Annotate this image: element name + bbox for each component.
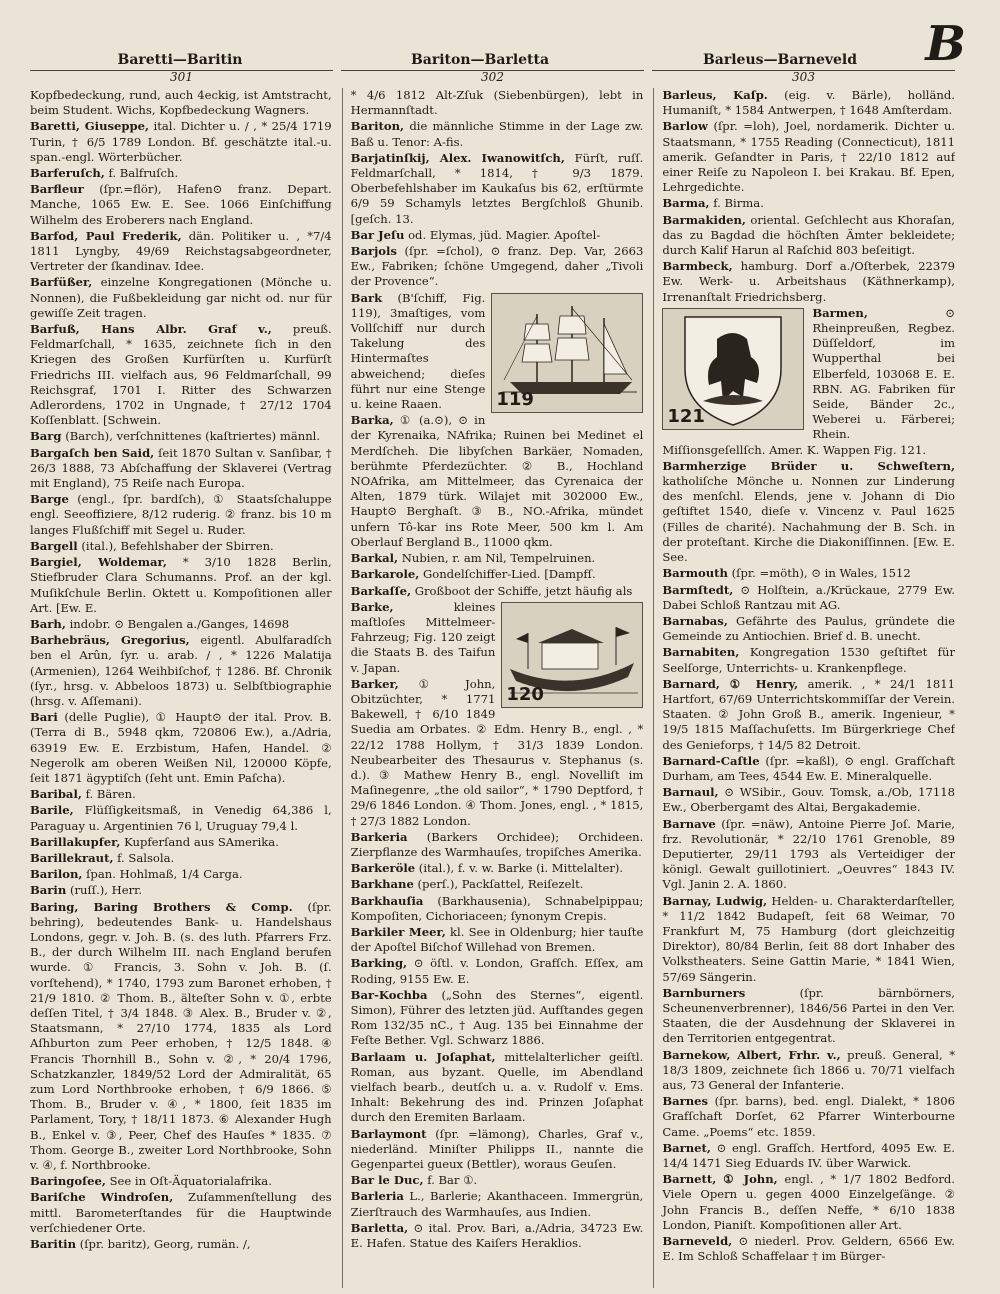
entry-text: (ſpr.=flör), Hafen⊙ franz. Depart. Manche, 1065 Ew. E. See. 1066 Einſchiffung Wilhelm des Eroberers nach England. <box>30 182 332 227</box>
entry-headword: Barnet, <box>662 1140 711 1155</box>
entry-headword: Barleria <box>350 1189 404 1204</box>
entry-headword: Baribal, <box>30 787 82 802</box>
entry-text: (Barch), verſchnittenes (kaſtriertes) männl. <box>65 429 321 444</box>
entry-text: ſpan. Hohlmaß, 1/4 Carga. <box>86 867 243 882</box>
dictionary-entry <box>30 1190 332 1236</box>
entry-headword: Bargell <box>30 538 78 553</box>
dictionary-entry <box>662 894 955 985</box>
entry-headword: Barnabiten, <box>662 645 740 660</box>
entry-text: f. Balfruſch. <box>108 166 179 181</box>
column-3-header: Barleus—Barneveld <box>702 52 858 68</box>
column-3 <box>653 88 955 1288</box>
entry-text: preuß. General, * 18/3 1809, zeichnete ſich 1866 u. 70/71 vielfach aus, 73 General der Infanterie. <box>662 1047 955 1092</box>
dictionary-entry <box>351 1050 644 1126</box>
dictionary-entry <box>662 1048 955 1094</box>
entry-text: (ſpr. =lämong), Charles, Graf v., niederländ. Miniſter Philipps II., nannte die Gegenpartei gueux (Bettler), woraus Geuſen. <box>350 1126 644 1172</box>
dictionary-entry <box>662 614 955 644</box>
entry-text: ⊙ Holſtein, a./Krückaue, 2779 Ew. Dabei Schloß Rantzau mit AG. <box>662 582 955 612</box>
entry-text: (eig. v. Bärle), holländ. Humaniſt, * 1584 Antwerpen, † 1648 Amſterdam. <box>662 88 955 118</box>
dictionary-entry <box>30 787 332 802</box>
entry-text: hamburg. Dorf a./Oſterbek, 22379 Ew. Werk- u. Arbeitshaus (Käthnerkamp), Irrenanſtalt Friedrichsberg. <box>662 259 955 304</box>
dictionary-entry <box>662 88 955 118</box>
dictionary-entry <box>662 785 955 815</box>
dictionary-entry <box>30 166 332 181</box>
entry-headword: Bargaſch ben Said, <box>30 445 155 460</box>
figure-ship-bark <box>491 293 643 413</box>
figure-120-label: 120 <box>506 683 544 705</box>
dictionary-entry <box>351 88 644 118</box>
column-2 <box>342 88 644 1288</box>
dictionary-entry <box>662 817 955 893</box>
entry-text: f. Bären. <box>85 787 136 802</box>
entry-headword: Barfüßer, <box>30 275 93 290</box>
dictionary-entry <box>30 229 332 275</box>
dictionary-entry <box>30 322 332 428</box>
entry-headword: Barnard-Caſtle <box>662 753 760 768</box>
entry-text: od. Elymas, jüd. Magier. Apoſtel- <box>408 227 601 242</box>
dictionary-entry <box>30 119 332 165</box>
entry-text: See in Oſt-Äquatorialafrika. <box>109 1174 272 1189</box>
figure-barmen-coat-of-arms <box>662 308 804 430</box>
dictionary-entry <box>351 1221 644 1251</box>
entry-headword: Barlaymont <box>350 1126 427 1141</box>
entry-text: (Barkers Orchidee); Orchideen. Zierpflanze des Warmhauſes, tropiſches Amerika. <box>350 829 644 859</box>
entry-text: ⊙ WSibir., Gouv. Tomsk, a./Ob, 17118 Ew., Oberbergamt des Altai, Bergakademie. <box>662 785 955 815</box>
column-2-number: 302 <box>341 70 644 84</box>
entry-text: dän. Politiker u. , *7/4 1811 Lyngby, 49/69 Reichstagsabgeordneter, Vertreter der ſkandinav. Idee. <box>30 228 332 274</box>
entry-headword: Baring, Baring Brothers & Comp. <box>30 899 293 914</box>
figure-119-label: 119 <box>496 388 534 410</box>
dictionary-entry <box>351 894 644 924</box>
entry-headword: Barkhauſia <box>350 893 424 908</box>
entry-headword: Barmherzige Brüder u. Schweſtern, <box>662 458 955 473</box>
entry-headword: Barnabas, <box>662 613 728 628</box>
entry-text: oriental. Geſchlecht aus Khoraſan, das zu Bagdad die höchſten Ämter bekleidete; durch Kalif Harun al Raſchid 803 beſeitigt. <box>662 212 955 258</box>
entry-text: (ſpr. =ſchol), ⊙ franz. Dep. Var, 2663 Ew., Fabriken; ſchöne Umgegend, daher „Tivoli der Provence“. <box>350 244 644 289</box>
entry-text: indobr. ⊙ Bengalen a./Ganges, 14698 <box>69 616 290 631</box>
entry-headword: Barnaul, <box>662 785 719 800</box>
entry-headword: Barjols <box>350 244 397 259</box>
figure-121-label: 121 <box>667 405 705 427</box>
entry-headword: Barmen, <box>812 305 868 320</box>
entry-text: ① (a.⊙), ⊙ in der Kyrenaika, NAfrika; Ruinen bei Medinet el Merdſcheh. Die libyſchen Barkäer, Nomaden, berühmte Pferdezüchter. ② B., Hochland NOAfrika, am Mittelmeer, das Cyrenaica der Alten, 1879 türk. Wilajet mit 302000 Ew., Haupt⊙ Berghaſt. ③ B., NO.-Afrika, mündet unfern Tô-kar ins Rote Meer, 500 km l. Am Oberlauf Bergland B., 11000 qkm. <box>350 413 644 549</box>
entry-text: ⊙ Rheinpreußen, Regbez. Düſſeldorf, im Wupperthal bei Elberfeld, 103068 E. E. RBN. AG. Fabriken für Seide, Bänder 2c., Weberei u. Färberei; Rhein. Miſſionsgeſellſch. Amer. K. Wappen Fig. 121. <box>662 305 955 457</box>
entry-headword: Barletta, <box>350 1220 409 1235</box>
column-1-number: 301 <box>30 70 333 84</box>
dictionary-entry <box>30 851 332 866</box>
dictionary-entry <box>351 151 644 227</box>
entry-text: ⊙ öſtl. v. London, Grafſch. Eſſex, am Roding, 9155 Ew. E. <box>350 956 644 986</box>
entry-text: Kopfbedeckung, rund, auch 4eckig, ist Amtstracht, beim Student. Wichs, Kopfbedeckung Wagners. <box>30 88 332 118</box>
entry-headword: Barin <box>30 883 67 898</box>
entry-text: die männliche Stimme in der Lage zw. Baß u. Tenor: A-fis. <box>350 119 644 149</box>
entry-headword: Barnes <box>662 1094 709 1109</box>
entry-headword: Barnekow, Albert, Frhr. v., <box>662 1047 841 1062</box>
entry-text: („Sohn des Sternes“, eigentl. Simon), Führer des letzten jüd. Aufſtandes gegen Rom 132/35 nC., † Aug. 135 bei Einnahme der Feſte Bether. Vgl. Schwarz 1886. <box>350 987 644 1048</box>
entry-text: (ſpr. =loh), Joel, nordamerik. Dichter u. Staatsmann, * 1755 Reading (Connecticut), 1811 amerik. Geſandter in Paris, † 22/10 1812 auf einer Reiſe zu Napoleon I. bei Krakau. Bf. Epen, Lehrgedichte. <box>662 119 955 195</box>
entry-text: (ital.), f. v. w. Barke (i. Mittelalter). <box>418 861 624 876</box>
dictionary-entry <box>351 551 644 566</box>
entry-text: Kupferſand aus SAmerika. <box>124 834 279 849</box>
entry-text: (ſpr. =möth), ⊙ in Wales, 1512 <box>731 566 911 581</box>
entry-text: (ſpr. behring), bedeutendes Bank- u. Handelshaus Londons, gegr. v. Joh. B. (s. des luth. Pfarrers Frz. B., der durch Wilhelm III. nach England berufen wurde. ① Francis, 3. Sohn v. Joh. B. (ſ. vorſtehend), * 1740, 1793 zum Baronet erhoben, † 21/9 1810. ② Thom. B., älteſter Sohn v. ①, erbte deſſen Titel, † 3/4 1848. ③ Alex. B., Bruder v. ②, Staatsmann, * 27/10 1774, 1835 als Lord Aſhburton zum Peer erhoben, † 12/5 1848. ④ Francis Thornhill B., Sohn v. ②, * 20/4 1796, Schatzkanzler, 1849/52 Lord der Admiralität, 65 zum Lord Northbrooke erhoben, † 6/9 1866. ⑤ Thom. B., Bruder v. ④, * 1800, ſeit 1835 im Parlament, Tory, † 18/11 1873. ⑥ Alexander Hugh B., Enkel v. ③, Peer, Chef des Hauſes * 1835. ⑦ Thom. George B., zweiter Lord Northbrooke, Sohn v. ④, f. Northbrooke. <box>30 899 332 1173</box>
entry-text: Flüſſigkeitsmaß, in Venedig 64,386 l, Paraguay u. Argentinien 76 l, Uruguay 79,4 l. <box>30 803 332 833</box>
dictionary-entry <box>30 1237 332 1252</box>
dictionary-entry <box>351 877 644 892</box>
dictionary-entry <box>351 413 644 550</box>
dictionary-entry <box>662 259 955 305</box>
entry-text: einzelne Kongregationen (Mönche u. Nonnen), die Fußbekleidung gar nicht od. nur für gewiſſe Zeit tragen. <box>30 275 332 320</box>
entry-headword: Baringoſee, <box>30 1174 106 1189</box>
entry-headword: Barge <box>30 492 69 507</box>
dictionary-entry <box>662 1172 955 1233</box>
dictionary-entry <box>30 900 332 1174</box>
dictionary-entry <box>30 182 332 228</box>
entry-headword: Barmſtedt, <box>662 582 734 597</box>
entry-text: f. Bar ①. <box>427 1173 478 1188</box>
entry-headword: Barnett, ① John, <box>662 1172 778 1187</box>
entry-text: L., Barlerie; Akanthaceen. Immergrün, Zierſtrauch des Warmhauſes, aus Indien. <box>350 1189 644 1219</box>
page-section-letter: B <box>925 16 966 72</box>
dictionary-entry <box>351 567 644 582</box>
entry-headword: Barmakiden, <box>662 212 746 227</box>
dictionary-entry <box>351 1173 644 1188</box>
dictionary-entry <box>662 1234 955 1264</box>
entry-text: (ruſſ.), Herr. <box>69 883 143 898</box>
entry-headword: Barnard, ① Henry, <box>662 676 799 691</box>
entry-text: engl. , * 1/7 1802 Bedford. Viele Opern u. gegen 4000 Einzelgeſänge. ② John Francis B., deſſen Neffe, * 6/10 1838 London, Pianiſt. Kompoſitionen aller Art. <box>662 1172 955 1232</box>
dictionary-entry <box>30 539 332 554</box>
entry-text: (delle Puglie), ① Haupt⊙ der ital. Prov. B. (Terra di B., 5948 qkm, 720806 Ew.), a./Adria, 63919 Ew. E. Erzbistum, Hafen, Handel. ② Negerolk am oberen Weißen Nil, 120000 Köpfe, ſeit 1871 ägyptiſch (ſeht unt. Emin Paſcha). <box>30 710 332 785</box>
dictionary-entry <box>351 861 644 876</box>
column-numbers <box>30 70 955 84</box>
dictionary-columns <box>30 88 955 1288</box>
entry-headword: Barma, <box>662 196 710 211</box>
entry-text: ſeit 1870 Sultan v. Sanſibar, † 26/3 1888, 73 Abſchaffung der Sklaverei (Vertrag mit England), 75 Reiſe nach Europa. <box>30 445 332 491</box>
dictionary-entry <box>351 584 644 599</box>
entry-headword: Barmouth <box>662 566 728 581</box>
column-3-number: 303 <box>652 70 955 84</box>
dictionary-entry <box>351 956 644 986</box>
entry-text: (ſpr. =kaßl), ⊙ engl. Grafſchaft Durham, am Tees, 4544 Ew. E. Mineralquelle. <box>662 753 955 783</box>
dictionary-entry <box>351 1189 644 1219</box>
dictionary-entry <box>30 492 332 538</box>
entry-headword: Barkhane <box>350 877 414 892</box>
entry-headword: Bar-Kochba <box>350 987 428 1002</box>
entry-text: ⊙ engl. Grafſch. Hertford, 4095 Ew. E. 14/4 1471 Sieg Eduards IV. über Warwick. <box>662 1140 955 1171</box>
dictionary-entry <box>662 119 955 195</box>
entry-text: katholiſche Mönche u. Nonnen zur Linderung des menſchl. Elends, jene v. Johann di Dio geſtiftet 1540, dieſe v. Vincenz v. Paul 1625 (Filles de charité). Nachahmung der B. Sch. in der proteſtant. Kirche die Diakoniſſinnen. [Ew. E. See. <box>662 474 955 565</box>
dictionary-entry <box>30 555 332 616</box>
entry-text: (Barkhausenia), Schnabelpippau; Kompoſiten, Cichoriaceen; ſynonym Crepis. <box>350 893 644 923</box>
dictionary-entry <box>351 228 644 243</box>
entry-headword: Barnave <box>662 816 716 831</box>
entry-headword: Barillakupfer, <box>30 834 121 849</box>
dictionary-entry <box>662 677 955 753</box>
entry-headword: Barkal, <box>350 551 399 566</box>
entry-headword: Barnburners <box>662 985 746 1000</box>
entry-headword: Baretti, Giuseppe, <box>30 119 150 134</box>
dictionary-entry <box>30 710 332 786</box>
entry-headword: Barkarole, <box>350 567 420 582</box>
entry-text: (B'ſchiff, Fig. 119), 3maſtiges, vom Vollſchiff nur durch Takelung des Hintermaſtes abweichend; dieſes führt nur eine Stenge u. keine Raaen. <box>350 290 486 412</box>
entry-text: ⊙ ital. Prov. Bari, a./Adria, 34723 Ew. E. Hafen. Statue des Kaiſers Heraklios. <box>350 1220 644 1251</box>
entry-text: Fürſt, ruſſ. Feldmarſchall, * 1814, † 9/3 1879. Oberbefehlshaber im Kaukaſus bis 62, erſtürmte 6/9 59 Schamyls letztes Bergſchloß Ghunib. [geſch. 13. <box>350 150 644 226</box>
entry-text: (engl., ſpr. bardſch), ① Staatsſchaluppe engl. Seeoffiziere, 8/12 ruderig. ② franz. bis 10 m langes Flußſchiff mit Segel u. Ruder. <box>30 492 332 537</box>
entry-text: eigentl. Abulfaradſch ben el Arûn, ſyr. u. arab. / , * 1226 Malatija (Armenien), 1264 Weihbiſchof, † 1286. Bf. Chronik (ſyr., hrsg. v. Abbeloos 1873) u. Selbſtbiographie (hrsg. v. Aſſemani). <box>30 633 332 708</box>
running-headers <box>30 52 930 68</box>
entry-text: (ſpr. baritz), Georg, rumän. /, <box>79 1237 251 1252</box>
entry-text: mittelalterlicher geiſtl. Roman, aus byzant. Quelle, im Abendland vielfach bearb., deutſch u. a. v. Rudolf v. Ems. Inhalt: Bekehrung des ind. Prinzen Joſaphat durch den Eremiten Barlaam. <box>350 1049 644 1125</box>
dictionary-entry <box>30 867 332 882</box>
entry-text: Helden- u. Charakterdarſteller, * 11/2 1842 Budapeſt, ſeit 68 Weimar, 70 Frankfurt M, 75 Hamburg (dort gleichzeitig Direktor), 80/84 Berlin, ſeit 88 dort Inhaber des Volkstheaters. Seine Gattin Marie, * 1841 Wien, 57/69 Sängerin. <box>662 893 955 984</box>
entry-text: Gondelſchiffer-Lied. [Dampfſ. <box>422 567 596 582</box>
entry-headword: Barkeröle <box>350 861 416 876</box>
entry-headword: Barhebräus, Gregorius, <box>30 633 190 648</box>
dictionary-entry <box>30 429 332 444</box>
entry-headword: Barkeria <box>350 829 408 844</box>
dictionary-entry <box>30 446 332 492</box>
entry-text: Gefährte des Paulus, gründete die Gemeinde zu Antiochien. Brief d. B. unecht. <box>662 613 955 644</box>
entry-headword: Barg <box>30 429 62 444</box>
entry-headword: Barker, <box>350 676 399 691</box>
dictionary-entry <box>662 196 955 211</box>
dictionary-entry <box>30 617 332 632</box>
dictionary-entry <box>351 119 644 149</box>
dictionary-entry <box>30 633 332 709</box>
entry-headword: Barfuß, Hans Albr. Graf v., <box>30 322 272 337</box>
dictionary-entry <box>662 645 955 675</box>
entry-headword: Barferuſch, <box>30 166 105 181</box>
entry-text: Kongregation 1530 geſtiftet für Seelſorge, Unterrichts- u. Krankenpflege. <box>662 645 955 675</box>
entry-text: (perſ.), Packſattel, Reiſezelt. <box>417 877 584 892</box>
entry-headword: Bariſche Windroſen, <box>30 1190 174 1205</box>
entry-text: (ſpr. barns), bed. engl. Dialekt, * 1806 Grafſchaft Dorſet, 62 Pfarrer Winterbourne Came. „Poems“ etc. 1859. <box>662 1094 955 1139</box>
entry-text: ① John, Obitzüchter, * 1771 Bakewell, † 6/10 1849 Suedia am Orbates. ② Edm. Henry B., engl. , * 22/12 1788 Hollym, † 31/3 1839 London. Neubearbeiter des Thesaurus v. Stephanus (s. d.). ③ Mathew Henry B., engl. Novelliſt im Maſinegenre, „the old sailor“, * 1790 Deptford, † 29/6 1846 London. ④ Thom. Jones, engl. , * 1815, † 27/3 1882 London. <box>350 676 644 828</box>
entry-headword: Barilon, <box>30 867 83 882</box>
entry-text: f. Salsola. <box>117 850 175 865</box>
dictionary-entry <box>662 1141 955 1171</box>
entry-headword: Barh, <box>30 616 66 631</box>
entry-headword: Barfod, Paul Frederik, <box>30 228 182 243</box>
entry-text: * 3/10 1828 Berlin, Stiefbruder Clara Schumanns. Prof. an der kgl. Muſikſchule Berlin. Oktett u. Kompoſitionen aller Art. [Ew. E. <box>30 555 332 615</box>
entry-text: ital. Dichter u. / , * 25/4 1719 Turin, † 6/5 1789 London. Bf. geschätzte ital.-u. span.-engl. Wörterbücher. <box>30 119 332 164</box>
entry-headword: Barneveld, <box>662 1234 733 1249</box>
dictionary-entry <box>30 275 332 321</box>
entry-headword: Barke, <box>350 599 394 614</box>
entry-headword: Bark <box>350 290 383 305</box>
entry-headword: Bar Jeſu <box>350 227 405 242</box>
figure-state-barge <box>501 602 643 708</box>
dictionary-entry <box>662 459 955 565</box>
dictionary-entry <box>351 1127 644 1173</box>
dictionary-entry <box>30 1174 332 1189</box>
entry-text: preuß. Feldmarſchall, * 1635, zeichnete ſich in den Kriegen des Großen Kurfürſten u. Kurfürſt Friedrichs III. vielfach aus, 96 Feldmarſchall, 99 Reichsgraf, 1701 I. Ritter des Schwarzen Adlerordens, 1702 in Ungnade, † 27/12 1704 Koſſenblatt. [Schwein. <box>30 322 332 428</box>
dictionary-entry <box>662 213 955 259</box>
dictionary-entry <box>662 566 955 581</box>
dictionary-entry <box>30 883 332 898</box>
entry-text: (ital.), Befehlshaber der Sbirren. <box>81 538 274 553</box>
dictionary-entry <box>30 803 332 833</box>
entry-text: amerik. , * 24/1 1811 Hartfort, 67/69 Unterrichtskommiſſar der Verein. Staaten. ② John Groß B., amerik. Ingenieur, * 19/5 1815 Maſſachuſetts. Im Bürgerkriege Chef des Genieforps, † 14/5 82 Detroit. <box>662 676 955 752</box>
column-1 <box>30 88 332 1288</box>
entry-headword: Barlaam u. Joſaphat, <box>350 1049 496 1064</box>
dictionary-entry <box>30 835 332 850</box>
entry-text: kleines maſtloſes Mittelmeer-Fahrzeug; Fig. 120 zeigt die Staats B. des Taifun v. Japan. <box>350 599 496 675</box>
entry-headword: Baritin <box>30 1237 77 1252</box>
entry-headword: Barking, <box>350 956 408 971</box>
dictionary-entry <box>30 88 332 118</box>
entry-headword: Barillekraut, <box>30 850 114 865</box>
entry-text: Zuſammenſtellung des mittl. Barometerſtandes für die Hauptwinde verſchiedener Orte. <box>30 1190 332 1235</box>
entry-headword: Bar le Duc, <box>350 1173 424 1188</box>
entry-text: f. Birma. <box>713 196 764 211</box>
entry-headword: Bargiel, Woldemar, <box>30 555 167 570</box>
entry-headword: Barile, <box>30 803 74 818</box>
column-2-header: Bariton—Barletta <box>410 52 550 68</box>
entry-text: (ſpr. =näw), Antoine Pierre Joſ. Marie, frz. Revolutionär, * 22/10 1761 Grenoble, 89 Deputierter, 29/11 1793 als Verteidiger der königl. Gewalt guillotiniert. „Oeuvres“ 1843 IV. Vgl. Janin 2. A. 1860. <box>662 816 955 892</box>
entry-headword: Barmbeck, <box>662 259 733 274</box>
entry-headword: Barleus, Kaſp. <box>662 88 768 102</box>
dictionary-entry <box>662 1094 955 1140</box>
column-1-header: Baretti—Baritin <box>117 52 243 68</box>
dictionary-entry <box>662 754 955 784</box>
entry-text: Großboot der Schiffe, jetzt häufig als <box>414 583 633 598</box>
dictionary-entry <box>351 988 644 1049</box>
entry-text: kl. See in Oldenburg; hier tauſte der Apoſtel Biſchof Willehad von Bremen. <box>350 924 644 955</box>
entry-headword: Barfleur <box>30 182 84 197</box>
dictionary-entry <box>351 244 644 290</box>
dictionary-entry <box>662 986 955 1047</box>
entry-headword: Barkaſſe, <box>350 583 412 598</box>
entry-headword: Bari <box>30 710 58 725</box>
entry-text: Nubien, r. am Nil, Tempelruinen. <box>401 551 596 566</box>
entry-text: ⊙ niederl. Prov. Geldern, 6566 Ew. E. Im Schloß Schaffelaar † im Bürger- <box>662 1234 955 1264</box>
entry-headword: Barjatinſkij, Alex. Iwanowitſch, <box>350 150 565 165</box>
entry-headword: Barnay, Ludwig, <box>662 893 768 908</box>
entry-text: * 4/6 1812 Alt-Zſuk (Siebenbürgen), lebt in Hermannſtadt. <box>350 88 644 118</box>
entry-headword: Barka, <box>350 413 394 428</box>
entry-headword: Barlow <box>662 119 708 134</box>
dictionary-entry <box>351 925 644 955</box>
dictionary-entry <box>351 830 644 860</box>
entry-headword: Barkiler Meer, <box>350 924 446 939</box>
entry-text: (ſpr. bärnbörners, Scheunenverbrenner), 1846/56 Partei in den Ver. Staaten, die der Ausdehnung der Sklaverei in den Territorien entgegentrat. <box>662 985 955 1046</box>
dictionary-entry <box>662 583 955 613</box>
entry-headword: Bariton, <box>350 119 405 134</box>
